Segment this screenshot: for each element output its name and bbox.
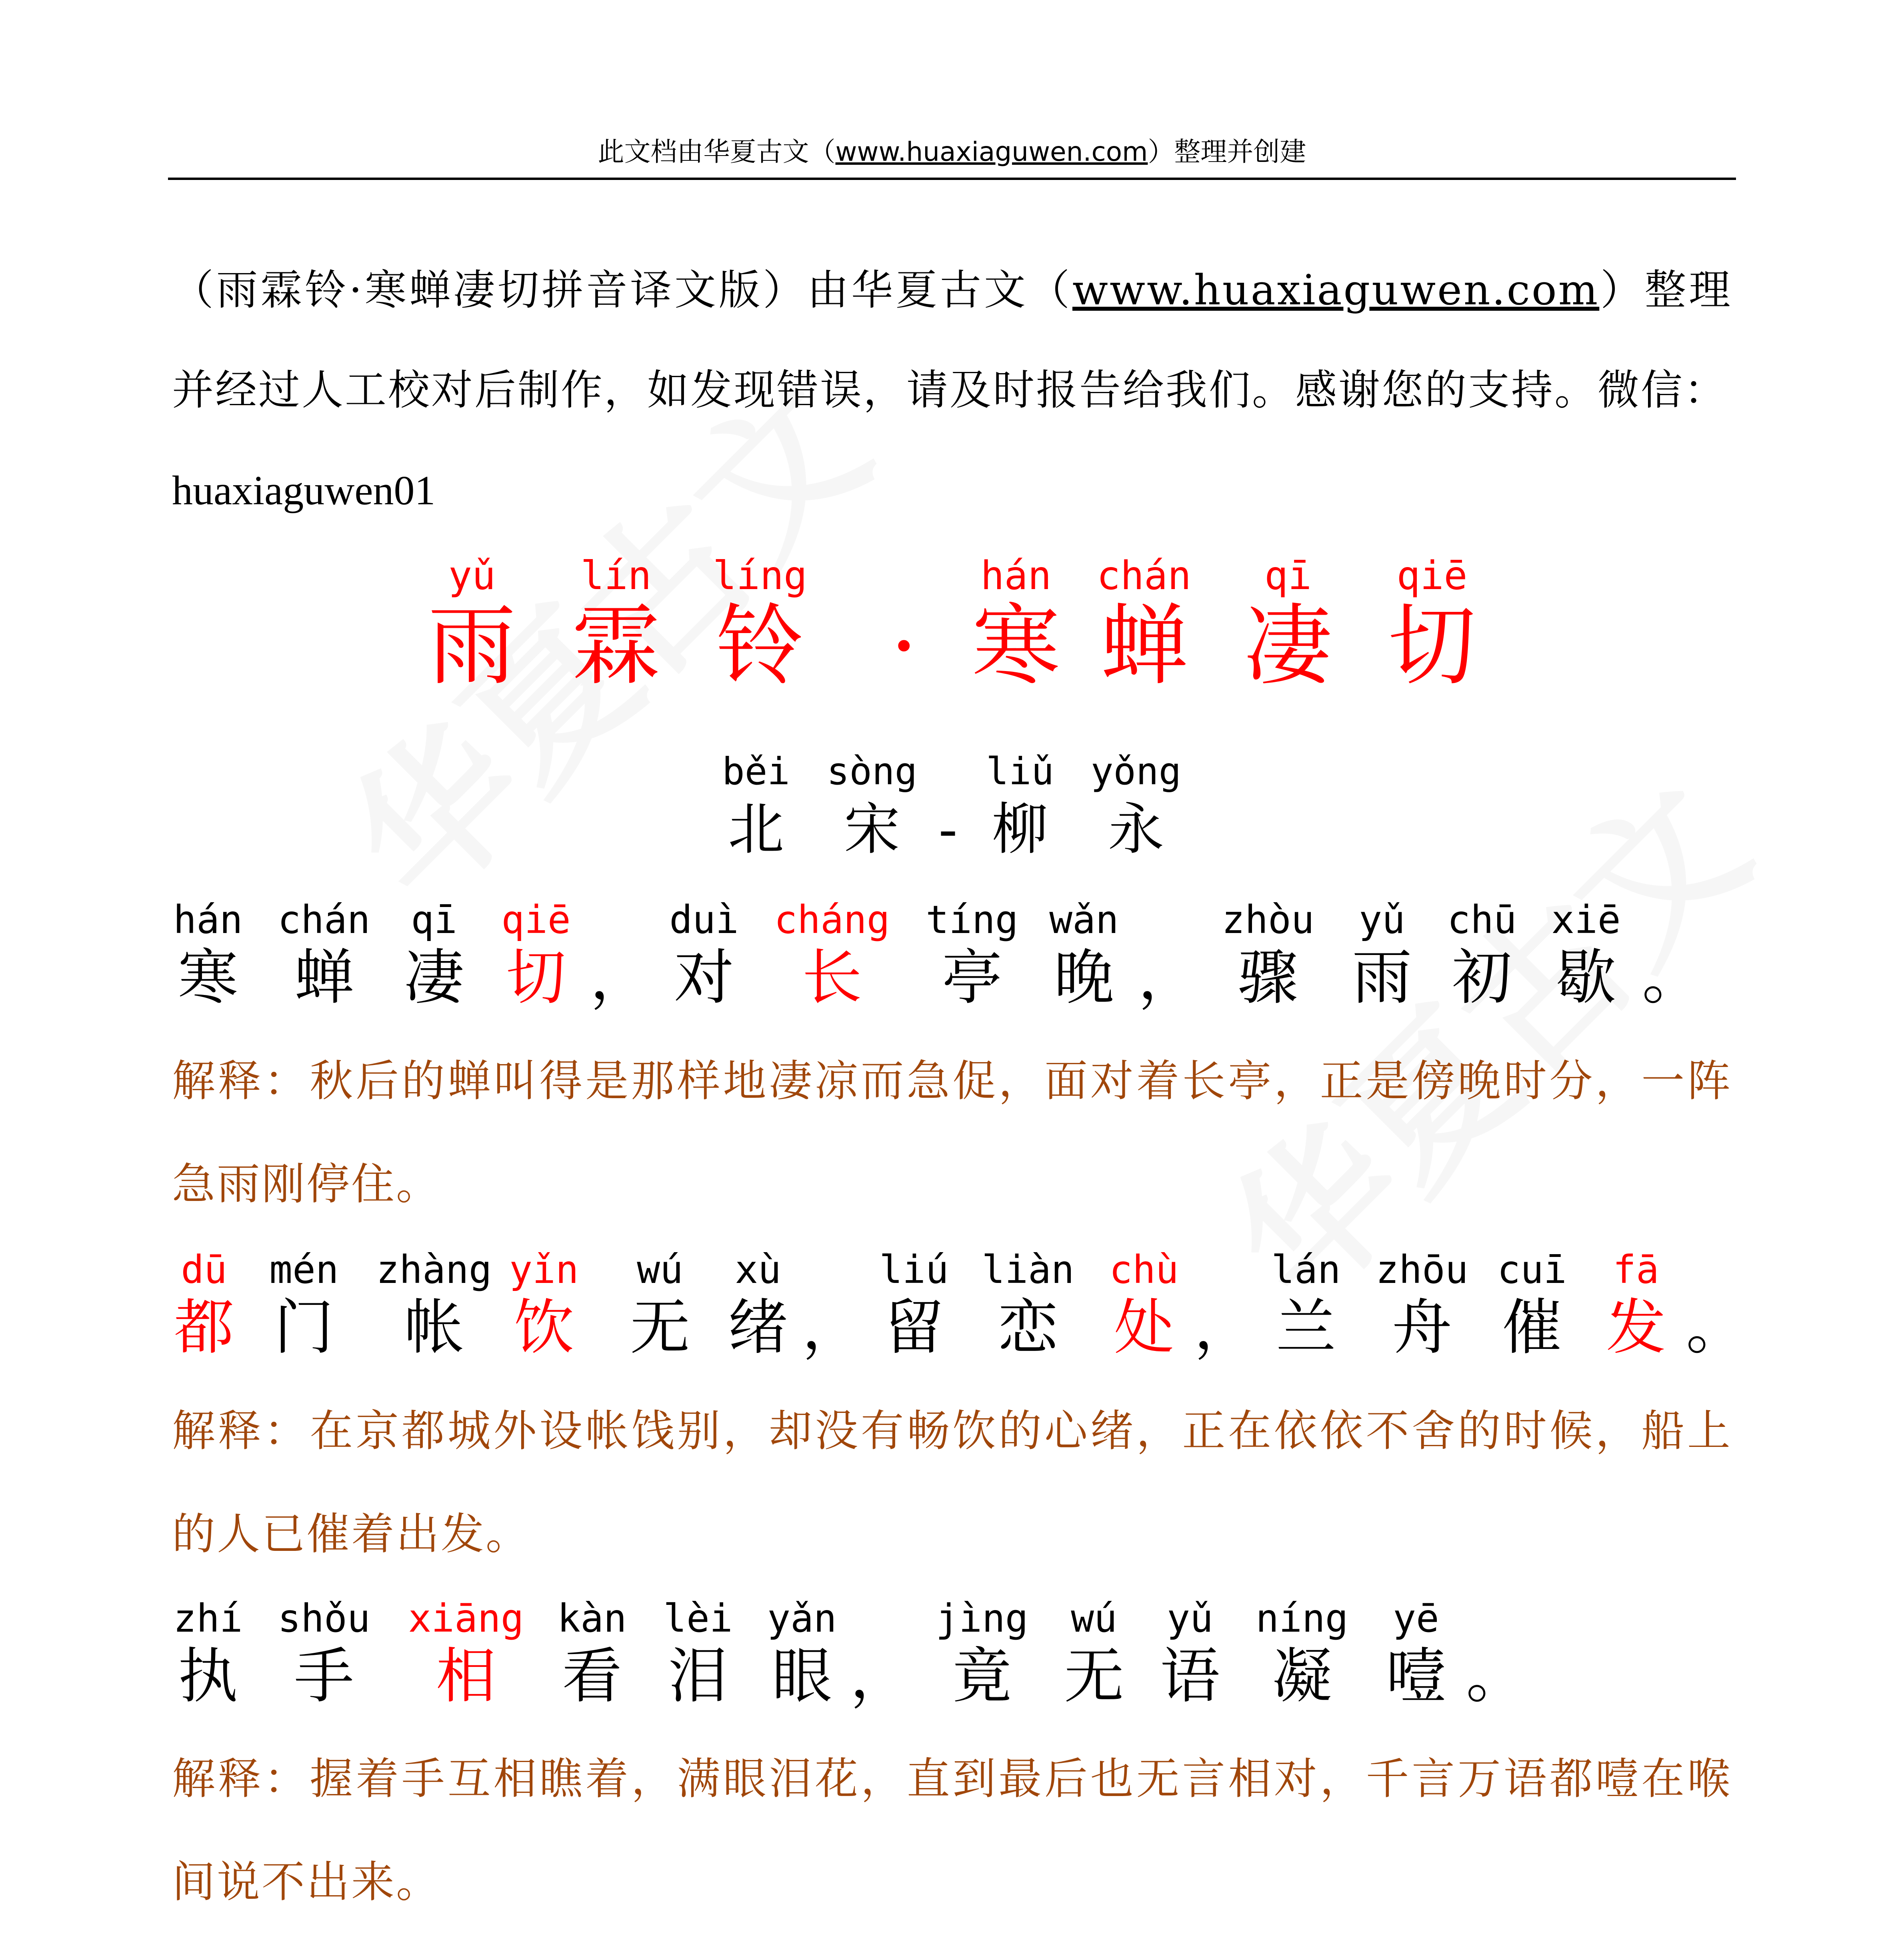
hanzi: 泪 [668,1642,728,1711]
pinyin: cháng [774,897,890,942]
ruby-char [148,898,268,1014]
ruby-char [264,898,384,1014]
pinyin: chū [1447,897,1517,942]
ruby-char [696,750,816,866]
ruby-char [922,1596,1042,1712]
pinyin: wǎn [1049,897,1119,942]
hanzi: 。 [1686,1293,1746,1363]
hanzi: 寒 [178,943,238,1013]
hanzi: 眼 [772,1642,832,1711]
pinyin: yē [1393,1596,1439,1641]
hanzi: 霖 [572,595,660,697]
pinyin: yǒng [1090,750,1182,793]
ruby-char [1208,898,1328,1014]
pinyin [844,554,964,598]
hanzi: 骤 [1238,943,1298,1013]
pinyin: qī [411,897,457,942]
ruby-char [1422,898,1542,1014]
hanzi: 宋 [844,797,900,862]
ruby-char [772,898,892,1014]
hanzi: 看 [562,1642,622,1711]
verse-line [0,1248,1904,1368]
intro-url-link[interactable]: www.huaxiaguwen.com [1072,266,1600,314]
hanzi: 竟 [952,1642,1012,1711]
ruby-char [484,1248,604,1364]
hanzi: ， [1194,1293,1254,1363]
ruby-char [912,898,1032,1014]
ruby-char [1076,750,1196,866]
pinyin: xù [735,1247,781,1292]
hanzi: 初 [1452,943,1512,1013]
pinyin [1656,1248,1776,1292]
pinyin: duì [669,897,739,942]
header-suffix: ）整理并创建 [1148,136,1306,167]
pinyin: zhí [173,1596,243,1641]
hanzi: ， [802,1293,862,1363]
pinyin: jìng [936,1596,1028,1641]
hanzi: 相 [436,1642,496,1711]
hanzi: 凝 [1272,1642,1332,1711]
page-header [168,136,1736,180]
pinyin: lèi [663,1596,733,1641]
pinyin: kàn [557,1596,627,1641]
ruby-char [1612,898,1732,1014]
hanzi: 蝉 [1100,595,1188,697]
hanzi: 蝉 [294,943,354,1013]
pinyin: líng [712,553,807,599]
poem-author [0,750,1904,870]
hanzi: 处 [1114,1293,1174,1363]
pinyin: yǔ [448,553,496,599]
ruby-char [1656,1248,1776,1364]
hanzi: 歇 [1556,943,1616,1013]
pinyin: xiē [1551,897,1621,942]
verse-explanation: 解释：在京都城外设帐饯别，却没有畅饮的心绪，正在依依不舍的时候，船上的人已催着出发。 [172,1406,1732,1559]
hanzi: 铃 [716,595,804,697]
pinyin: qiē [501,897,571,942]
hanzi: 切 [506,943,566,1013]
pinyin: mén [269,1247,339,1292]
hanzi: - [938,797,958,862]
hanzi: 北 [728,797,784,862]
header-prefix: 此文档由华夏古文（ [598,136,836,167]
hanzi: 。 [1466,1642,1526,1711]
hanzi: · [890,595,918,697]
pinyin: zhōu [1376,1247,1468,1292]
pinyin: chù [1109,1247,1179,1292]
ruby-char [148,1596,268,1712]
hanzi: 帐 [404,1293,464,1363]
verse-explanation: 解释：握着手互相瞧着，满眼泪花，直到最后也无言相对，千言万语都噎在喉间说不出来。 [172,1754,1732,1907]
verse-line [0,898,1904,1018]
pinyin: yǐn [509,1247,579,1292]
hanzi: 切 [1388,595,1476,697]
pinyin: lín [580,553,652,599]
pinyin: wú [637,1247,683,1292]
ruby-char [700,553,820,697]
hanzi: ， [850,1642,910,1711]
ruby-char [1130,1596,1250,1712]
pinyin: sòng [826,750,918,793]
verse-line [0,1596,1904,1716]
pinyin: shǒu [278,1596,370,1641]
ruby-char [1084,553,1204,697]
pinyin: wú [1071,1596,1117,1641]
ruby-char [374,1248,494,1364]
hanzi: 凄 [404,943,464,1013]
ruby-char [264,1596,384,1712]
hanzi: 留 [884,1293,944,1363]
pinyin: níng [1256,1596,1348,1641]
hanzi: 语 [1160,1642,1220,1711]
pinyin: yǎn [767,1596,837,1641]
ruby-char [532,1596,652,1712]
ruby-char [956,553,1076,697]
pinyin: hán [980,553,1052,599]
ruby-char [1362,1248,1482,1364]
pinyin: liú [879,1247,949,1292]
intro-paragraph [172,240,1732,541]
hanzi: 雨 [1352,943,1412,1013]
hanzi: 凄 [1244,595,1332,697]
hanzi: 柳 [992,797,1048,862]
pinyin: chán [1096,553,1191,599]
hanzi: 噎 [1386,1642,1446,1711]
poem-title [0,554,1904,706]
pinyin: yǔ [1167,1596,1213,1641]
hanzi: 兰 [1276,1293,1336,1363]
ruby-char [412,553,532,697]
hanzi: 雨 [428,595,516,697]
pinyin: fā [1613,1247,1659,1292]
ruby-char [1436,1596,1556,1712]
hanzi: ， [590,943,650,1013]
ruby-char [1242,1596,1362,1712]
intro-text-2: ）整理并经过人工校对后制作，如发现错误，请及时报告给我们。感谢您的支持。微信： [172,266,1732,414]
hanzi: 亭 [942,943,1002,1013]
verse-explanation: 解释：秋后的蝉叫得是那样地凄凉而急促，面对着长亭，正是傍晚时分，一阵急雨刚停住。 [172,1056,1732,1209]
pinyin: yǔ [1359,897,1405,942]
ruby-char [244,1248,364,1364]
hanzi: 晚 [1054,943,1114,1013]
pinyin: lán [1271,1247,1341,1292]
hanzi: 恋 [998,1293,1058,1363]
pinyin: zhòu [1222,897,1314,942]
ruby-char [1246,1248,1366,1364]
pinyin: zhàng [376,1247,492,1292]
ruby-char [1472,1248,1592,1364]
pinyin: dū [181,1247,227,1292]
pinyin: hán [173,897,243,942]
hanzi: ， [1138,943,1198,1013]
hanzi: 执 [178,1642,238,1711]
hanzi: 无 [630,1293,690,1363]
hanzi: 舟 [1392,1293,1452,1363]
ruby-char [644,898,764,1014]
hanzi: 无 [1064,1642,1124,1711]
ruby-char [638,1596,758,1712]
hanzi: 都 [174,1293,234,1363]
hanzi: 寒 [972,595,1060,697]
hanzi: 饮 [514,1293,574,1363]
hanzi: 永 [1108,797,1164,862]
ruby-char [1228,553,1348,697]
pinyin: cuī [1497,1247,1567,1292]
ruby-char [406,1596,526,1712]
pinyin [1436,1596,1556,1640]
pinyin: chán [278,897,370,942]
ruby-char [960,750,1080,866]
pinyin: tíng [926,897,1018,942]
hanzi: 绪 [728,1293,788,1363]
ruby-char [556,553,676,697]
pinyin: liǔ [986,750,1054,793]
pinyin: xiāng [408,1596,524,1641]
ruby-char [854,1248,974,1364]
hanzi: 催 [1502,1293,1562,1363]
pinyin: qī [1264,553,1312,599]
pinyin: liàn [982,1247,1074,1292]
pinyin: qiē [1396,553,1468,599]
hanzi: 手 [294,1642,354,1711]
hanzi: 发 [1606,1293,1666,1363]
hanzi: 。 [1642,943,1702,1013]
hanzi: 长 [802,943,862,1013]
pinyin: běi [722,750,790,793]
ruby-char [968,1248,1088,1364]
ruby-char [844,554,964,697]
wechat-id: huaxiaguwen01 [172,468,436,513]
header-url-link[interactable]: www.huaxiaguwen.com [835,136,1148,167]
ruby-char [1372,553,1492,697]
intro-text: （雨霖铃·寒蝉凄切拼音译文版）由华夏古文（ [172,266,1072,314]
pinyin [1612,898,1732,942]
hanzi: 门 [274,1293,334,1363]
hanzi: 对 [674,943,734,1013]
